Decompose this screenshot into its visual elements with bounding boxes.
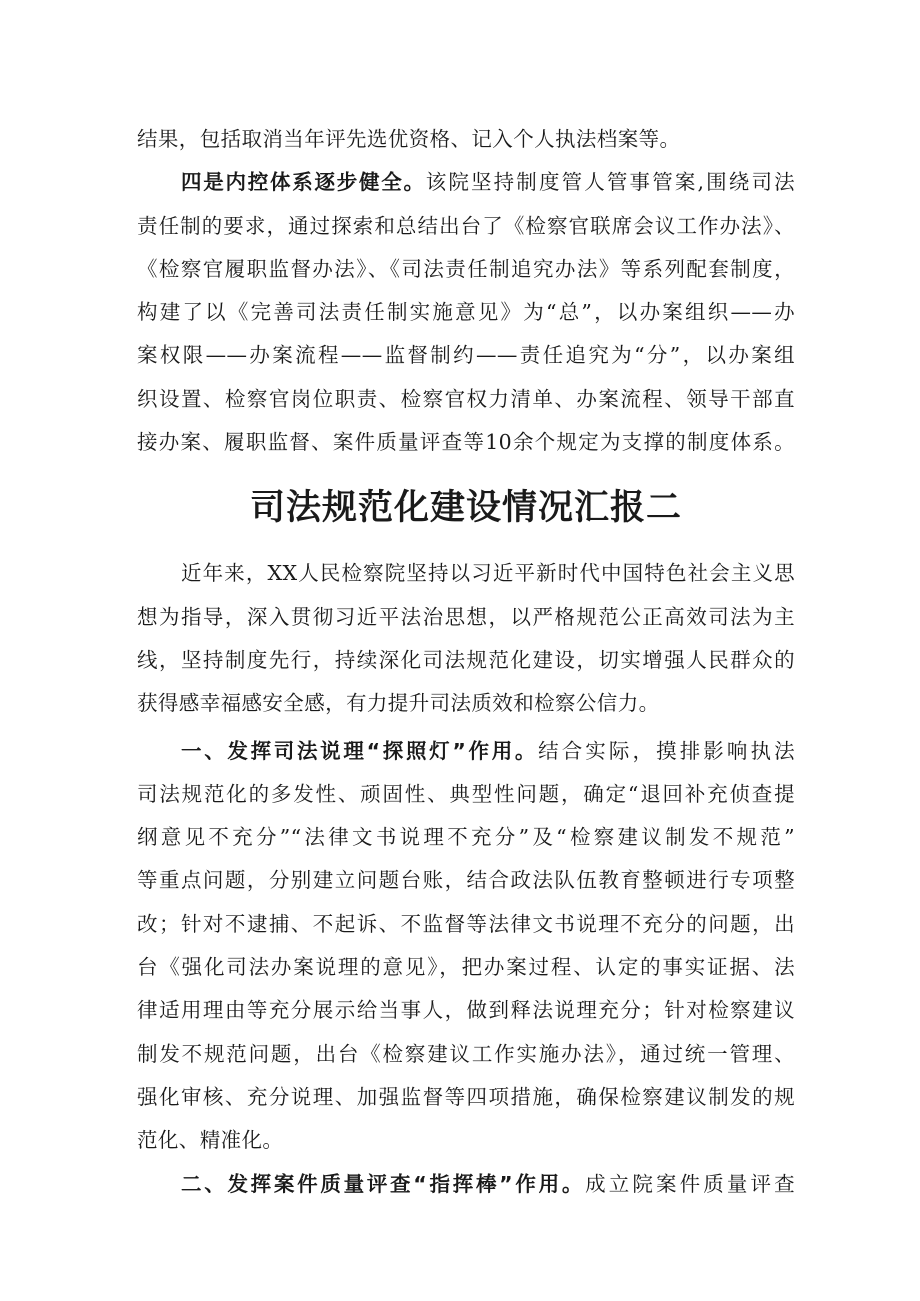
paragraph-line: 改；针对不逮捕、不起诉、不监督等法律文书说理不充分的问题，出 — [137, 911, 795, 936]
paragraph-line: 《检察官履职监督办法》、《司法责任制追究办法》等系列配套制度， — [137, 256, 795, 281]
paragraph-lead: 一、发挥司法说理“探照灯”作用。 — [181, 738, 539, 763]
paragraph-line — [137, 1163, 795, 1206]
paragraph-line: 等重点问题，分别建立问题台账，结合政法队伍教育整顿进行专项整 — [137, 868, 795, 893]
paragraph-line: 范化、精准化。 — [137, 1128, 284, 1153]
paragraph-case-quality — [137, 1163, 795, 1206]
paragraph-line: 接办案、履职监督、案件质量评查等10余个规定为支撑的制度体系。 — [137, 430, 795, 455]
paragraph-line: 强化审核、充分说理、加强监督等四项措施，确保检察建议制发的规 — [137, 1084, 795, 1109]
paragraph-line: 责任制的要求，通过探索和总结出台了《检察官联席会议工作办法》、 — [137, 213, 795, 238]
paragraph-line: 司法规范化的多发性、顽固性、典型性问题，确定“退回补充侦查提 — [137, 781, 795, 806]
paragraph-line — [137, 730, 795, 773]
paragraph-text: 成立院案件质量评查 — [585, 1171, 795, 1196]
paragraph-line: 想为指导，深入贯彻习近平法治思想，以严格规范公正高效司法为主 — [137, 604, 795, 629]
paragraph-line: 获得感幸福感安全感，有力提升司法质效和检察公信力。 — [137, 691, 660, 716]
paragraph-lead: 二、发挥案件质量评查“指挥棒”作用。 — [181, 1171, 586, 1196]
paragraph-line: 近年来，XX人民检察院坚持以习近平新时代中国特色社会主义思 — [181, 561, 795, 586]
paragraph-line — [137, 161, 795, 204]
paragraph-judicial-reasoning — [137, 730, 795, 1163]
paragraph-line: 案权限——办案流程——监督制约——责任追究为“分”，以办案组 — [137, 343, 795, 368]
document-title: 司法规范化建设情况汇报二 — [249, 488, 682, 529]
paragraph-line: 结果，包括取消当年评先选优资格、记入个人执法档案等。 — [137, 127, 681, 151]
paragraph-line: 律适用理由等充分展示给当事人，做到释法说理充分；针对检察建议 — [137, 998, 795, 1023]
document-page — [137, 118, 795, 1206]
paragraph-line: 织设置、检察官岗位职责、检察官权力清单、办案流程、领导干部直 — [137, 386, 795, 411]
paragraph-line: 构建了以《完善司法责任制实施意见》为“总”，以办案组织——办 — [137, 300, 795, 325]
paragraph-intro — [137, 552, 795, 725]
paragraph-line: 台《强化司法办案说理的意见》，把办案过程、认定的事实证据、法 — [137, 955, 795, 980]
paragraph-line: 线，坚持制度先行，持续深化司法规范化建设，切实增强人民群众的 — [137, 647, 795, 672]
paragraph-text: 该院坚持制度管人管事管案,围绕司法 — [425, 170, 795, 195]
paragraph-text: 结合实际，摸排影响执法 — [538, 738, 795, 763]
paragraph-internal-control — [137, 161, 795, 464]
paragraph-line: 制发不规范问题，出台《检察建议工作实施办法》，通过统一管理、 — [137, 1041, 795, 1066]
paragraph-line: 纲意见不充分”“法律文书说理不充分”及“检察建议制发不规范” — [137, 825, 795, 850]
paragraph-lead: 四是内控体系逐步健全。 — [181, 170, 426, 195]
